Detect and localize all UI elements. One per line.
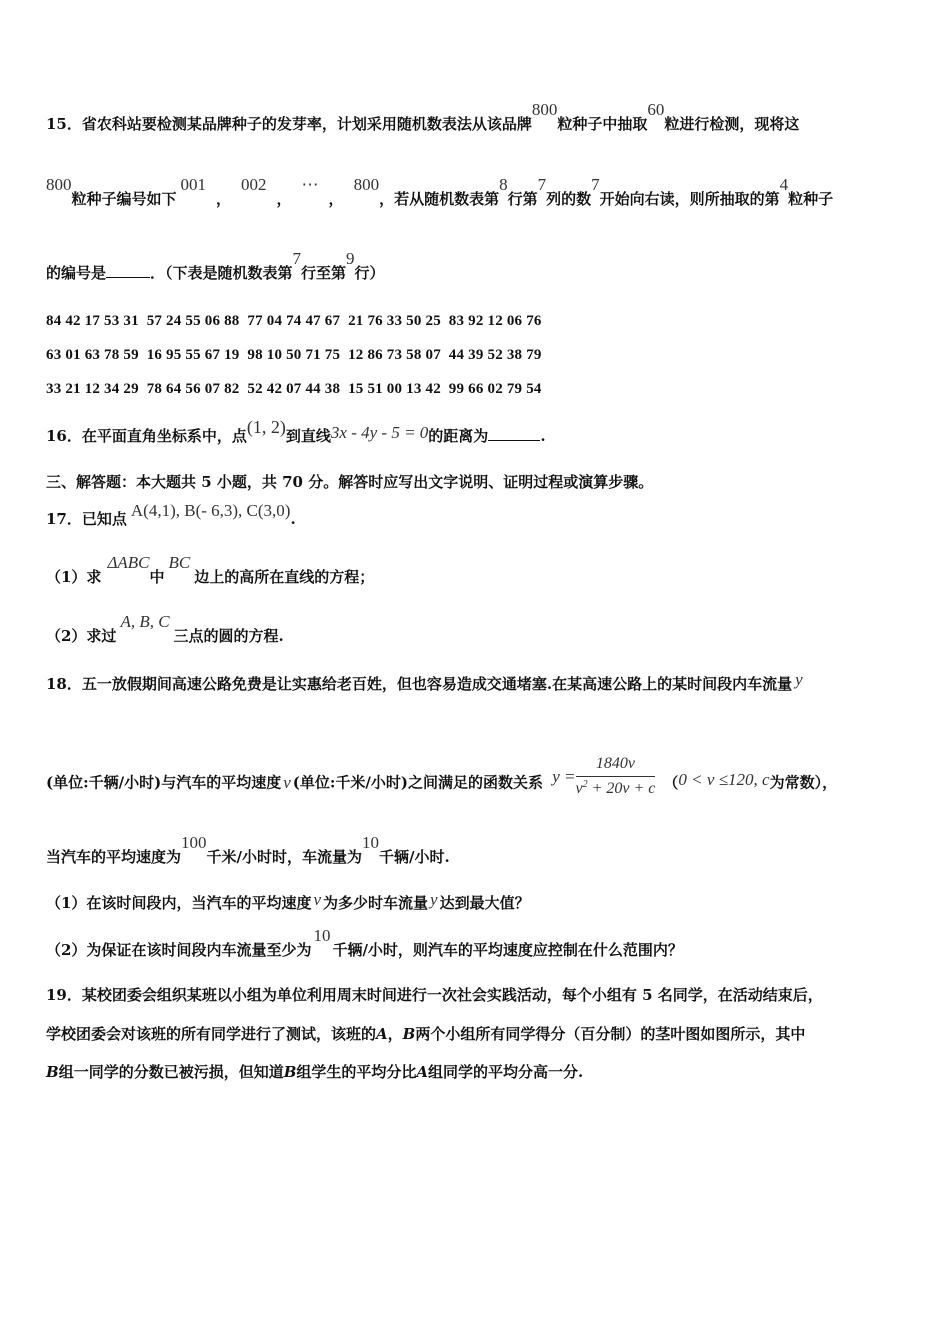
math-triangle: ΔABC [107,553,150,572]
q19-line-1: 19．某校团委会组织某班以小组为单位利用周末时间进行一次社会实践活动，每个小组有 5 名同学，在活动结束后， [46,986,823,1004]
q18-line-1 [46,670,803,694]
q18-text: （2）为保证在该时间段内车流量至少为 [46,941,312,959]
math-100: 100 [181,833,207,852]
q16-text: . [540,427,546,445]
q15-text: ．（下表是随机数表第 [150,264,293,282]
math-v: v [283,772,291,792]
q18-text: (单位:千米/小时)之间满足的函数关系 [292,773,543,792]
q15-text: 15．省农科站要检测某品牌种子的发芽率，计划采用随机数表法从该品牌 [46,115,532,133]
math-ellipsis: ⋯ [301,175,319,194]
q18-text: （1）在该时间段内，当汽车的平均速度 [46,894,312,912]
group-b: B [46,1063,59,1081]
fraction-denominator [576,777,656,801]
den-v: v [575,780,583,797]
math-points: A(4,1), B(- 6,3), C(3,0) [130,501,291,520]
q19-line-2 [46,1024,805,1044]
q19-text: 学校团委会对该班的所有同学进行了测试，该班的 [46,1025,377,1043]
q18-part-1 [46,890,530,913]
q17-text: 三点的圆的方程. [173,627,284,645]
math-8: 8 [499,175,508,194]
q18-text: 为多少时车流量 [323,894,429,912]
math-abc: A, B, C [120,612,170,631]
math-800: 800 [353,175,380,194]
q15-text: 行） [354,264,385,282]
q19-text: 组学生的平均分比 [296,1063,417,1081]
math-001: 001 [180,175,207,194]
math-800: 800 [46,175,72,194]
q15-text: 粒进行检测，现将这 [664,115,800,133]
q17-part-2 [46,612,284,646]
q16-text: 的距离为 [428,427,489,445]
math-point: (1, 2) [246,417,286,437]
random-table-row-9: 33 21 12 34 29 78 64 56 07 82 52 42 07 44 38 15 51 00 13 42 99 66 02 79 54 [46,381,542,397]
math-7: 7 [292,249,302,268]
q18-text: 18．五一放假期间高速公路免费是让实惠给老百姓，但也容易造成交通堵塞.在某高速公路上的某时间段内车流量 [46,675,793,693]
group-b: B [283,1063,297,1081]
answer-blank[interactable] [488,426,540,441]
group-a: A [416,1063,429,1081]
math-range: 0 < v ≤120, c [678,769,770,789]
math-9: 9 [346,249,355,268]
math-y-equals: y = [552,766,576,786]
q15-text: ，若从随机数表第 [379,190,500,208]
answer-blank[interactable] [106,263,150,278]
q18-part-2 [46,926,683,960]
q17-text: 边上的高所在直线的方程； [194,568,375,586]
q16-text: 到直线 [285,427,331,445]
q15-line-2 [46,175,834,209]
q15-text: 行第 [507,190,538,208]
comma: ， [276,190,292,208]
q17-text: 17．已知点 [46,510,127,528]
random-table-row-8: 63 01 63 78 59 16 95 55 67 19 98 10 50 71 75 12 86 73 58 07 44 39 52 38 79 [46,347,542,363]
q19-text: 组一同学的分数已被污损，但知道 [58,1063,284,1081]
den-rest: + 20v + c [587,780,656,797]
den-exponent: 2 [582,779,588,790]
q17-text: 中 [149,568,165,586]
q17-line [46,501,296,529]
q15-line-1 [46,100,800,134]
q17-part-1 [46,553,375,587]
q18-text: 为常数）， [769,773,838,792]
fraction-numerator: 1840v [576,754,656,777]
math-60: 60 [647,100,665,119]
math-v: v [313,890,321,909]
q15-text: 列的数 [546,190,592,208]
math-y: y [795,670,803,689]
math-y: y [430,890,438,909]
math-7: 7 [537,175,547,194]
math-fraction [576,754,656,801]
comma: ， [216,190,232,208]
q15-text: 粒种子 [788,190,834,208]
math-7: 7 [591,175,600,194]
comma: ， [328,190,344,208]
q15-text: 粒种子中抽取 [557,115,648,133]
math-800: 800 [531,100,558,119]
q18-text: 千辆/小时. [379,848,450,866]
math-4: 4 [779,175,789,194]
math-line-equation: 3x - 4y - 5 = 0 [330,423,429,442]
q18-text: 达到最大值？ [439,894,530,912]
math-bc: BC [168,553,191,572]
q16-line [46,417,546,446]
random-table-row-7: 84 42 17 53 31 57 24 55 06 88 77 04 74 47 67 21 76 33 50 25 83 92 12 06 76 [46,313,542,329]
q18-text: (单位:千辆/小时)与汽车的平均速度 [46,773,282,792]
q17-text: （2）求过 [46,627,117,645]
q18-text: 当汽车的平均速度为 [46,848,182,866]
q15-text: 开始向右读，则所抽取的第 [599,190,780,208]
q18-text: （ [663,773,679,792]
q19-text: ， [387,1025,403,1043]
section-heading: 三、解答题：本大题共 5 小题，共 70 分。解答时应写出文字说明、证明过程或演算步骤。 [46,473,654,491]
q18-line-2 [46,755,838,807]
q19-text: 两个小组所有同学得分（百分制）的茎叶图如图所示，其中 [415,1025,806,1043]
q15-text: 的编号是 [46,264,107,282]
q15-line-3 [46,249,385,283]
math-10: 10 [313,926,331,945]
q16-text: 16．在平面直角坐标系中，点 [46,427,247,445]
math-10: 10 [362,833,379,852]
group-b: B [402,1025,416,1043]
q19-text: 组同学的平均分高一分. [428,1063,584,1081]
q18-text: 千辆/小时，则汽车的平均速度应控制在什么范围内？ [332,941,683,959]
q17-text: . [290,510,296,528]
q19-line-3 [46,1062,583,1082]
group-a: A [376,1025,388,1043]
math-002: 002 [241,175,267,194]
q15-text: 行至第 [301,264,347,282]
q15-text: 粒种子编号如下 [71,190,177,208]
q17-text: （1）求 [46,568,102,586]
q18-text: 千米/小时时，车流量为 [206,848,362,866]
q18-line-3 [46,833,450,867]
